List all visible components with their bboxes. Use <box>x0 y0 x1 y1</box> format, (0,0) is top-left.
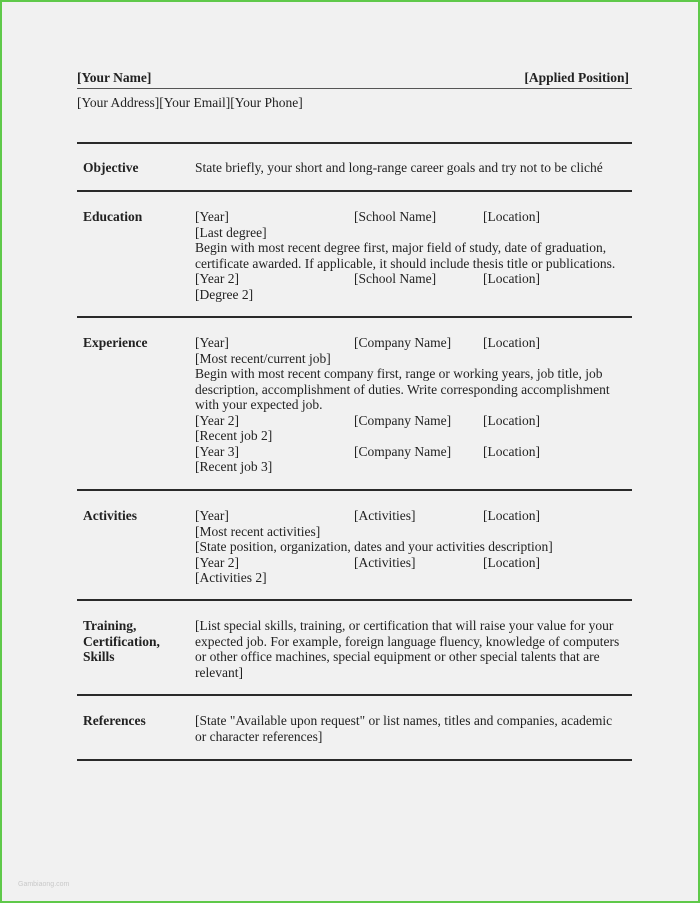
section-label-experience: Experience <box>83 335 148 350</box>
experience-entry-row: [Year 3] [Company Name] [Location] <box>195 443 540 459</box>
section-label-education: Education <box>83 209 143 224</box>
section-label-activities: Activities <box>83 508 137 523</box>
divider <box>77 142 632 144</box>
experience-content: [Year] [Company Name] [Location] [Most recent/current job] Begin with most recent company first, range or working years, job title, job description, accomplishment of duties. Write corresponding accomplishment with your expected job. [Year 2] [Company Name] [Location] [Recent job 2] [Year 3] [Company Name] [Location] [Recent job 3] <box>195 335 635 475</box>
objective-text: State briefly, your short and long-range career goals and try not to be cliché <box>195 160 603 175</box>
activities-entry-row: [Year] [Activities] [Location] <box>195 508 540 523</box>
education-content: [Year] [School Name] [Location] [Last degree] Begin with most recent degree first, major field of study, date of graduation, certificate awarded. If applicable, it should include thesis title or publications. [Year 2] [School Name] [Location] [Degree 2] <box>195 209 635 302</box>
divider <box>77 190 632 192</box>
divider <box>77 694 632 696</box>
references-content: [State "Available upon request" or list names, titles and companies, academic or character references] <box>195 713 613 744</box>
section-label-objective: Objective <box>83 160 139 175</box>
divider <box>77 316 632 318</box>
experience-entry-row: [Year] [Company Name] [Location] <box>195 335 540 350</box>
section-label-training: Training, Certification, Skills <box>83 618 160 664</box>
applied-position: [Applied Position] <box>524 70 629 85</box>
education-entry-row: [Year 2] [School Name] [Location] <box>195 271 540 286</box>
divider <box>77 599 632 601</box>
divider <box>77 759 632 761</box>
experience-entry-row: [Year 2] [Company Name] [Location] <box>195 412 540 428</box>
activities-content: [Year] [Activities] [Location] [Most recent activities] [State position, organization, dates and your activities description] [Year 2] [Activities] [Location] [Activities 2] <box>195 508 635 586</box>
divider <box>77 489 632 491</box>
training-content: [List special skills, training, or certification that will raise your value for your expected job. For example, foreign language fluency, knowledge of computers or other office machines, special equipment or other special talents that are relevant] <box>195 618 620 680</box>
education-entry-row: [Year] [School Name] [Location] <box>195 209 540 224</box>
header-rule <box>77 88 632 89</box>
contact-line: [Your Address][Your Email][Your Phone] <box>77 95 303 110</box>
your-name: [Your Name] <box>77 70 152 85</box>
section-label-references: References <box>83 713 146 728</box>
activities-entry-row: [Year 2] [Activities] [Location] <box>195 554 540 570</box>
watermark: Gambiaong.com <box>18 881 70 888</box>
